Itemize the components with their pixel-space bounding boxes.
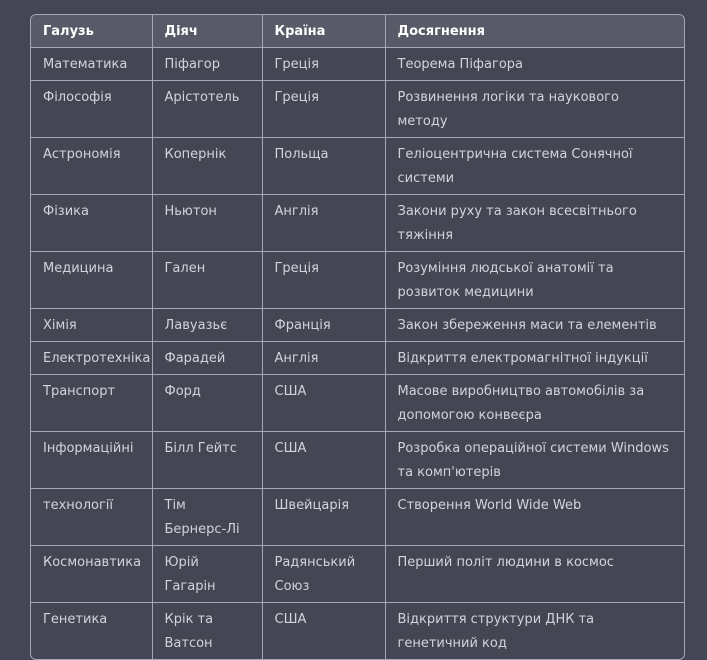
cell-figure: Тім Бернерс-Лі (152, 489, 262, 546)
cell-achievement: Закон збереження маси та елементів (385, 309, 684, 342)
table-row (31, 195, 684, 252)
table-row (31, 375, 684, 432)
table-row (31, 432, 684, 489)
cell-achievement: Перший політ людини в космос (385, 546, 684, 603)
table-row (31, 252, 684, 309)
table-row (31, 48, 684, 81)
cell-field: Медицина (31, 252, 152, 309)
cell-field: Математика (31, 48, 152, 81)
cell-figure: Арістотель (152, 81, 262, 138)
table-row (31, 138, 684, 195)
cell-field: Інформаційні (31, 432, 152, 489)
cell-country: США (262, 432, 385, 489)
cell-country: Радянський Союз (262, 546, 385, 603)
header-achievement: Досягнення (385, 15, 684, 48)
table-row (31, 603, 684, 660)
cell-country: Франція (262, 309, 385, 342)
cell-country: Англія (262, 195, 385, 252)
cell-achievement: Розуміння людської анатомії та розвиток медицини (385, 252, 684, 309)
cell-figure: Фарадей (152, 342, 262, 375)
cell-achievement: Масове виробництво автомобілів за допомогою конвеєра (385, 375, 684, 432)
cell-figure: Крік та Ватсон (152, 603, 262, 660)
table-row (31, 489, 684, 546)
cell-country: Греція (262, 48, 385, 81)
cell-figure: Гален (152, 252, 262, 309)
cell-country: Греція (262, 252, 385, 309)
header-country: Країна (262, 15, 385, 48)
cell-country: Англія (262, 342, 385, 375)
cell-field: Фізика (31, 195, 152, 252)
cell-field: Космонавтика (31, 546, 152, 603)
header-field: Галузь (31, 15, 152, 48)
achievements-table (31, 15, 684, 659)
cell-country: США (262, 603, 385, 660)
table-row (31, 309, 684, 342)
cell-field: Генетика (31, 603, 152, 660)
cell-field: Електротехніка (31, 342, 152, 375)
table-row (31, 546, 684, 603)
cell-achievement: Геліоцентрична система Сонячної системи (385, 138, 684, 195)
header-figure: Діяч (152, 15, 262, 48)
cell-achievement: Теорема Піфагора (385, 48, 684, 81)
cell-country: Польща (262, 138, 385, 195)
cell-country: США (262, 375, 385, 432)
cell-figure: Юрій Гагарін (152, 546, 262, 603)
cell-figure: Лавуазьє (152, 309, 262, 342)
cell-achievement: Відкриття електромагнітної індукції (385, 342, 684, 375)
cell-figure: Форд (152, 375, 262, 432)
cell-field: Астрономія (31, 138, 152, 195)
achievements-table-container (30, 14, 685, 660)
table-row (31, 81, 684, 138)
cell-achievement: Відкриття структури ДНК та генетичний код (397, 612, 595, 651)
cell-field: Філософія (31, 81, 152, 138)
cell-field: Хімія (31, 309, 152, 342)
cell-figure: Білл Гейтс (152, 432, 262, 489)
cell-field: технології (31, 489, 152, 546)
cell-figure: Ньютон (152, 195, 262, 252)
cell-achievement: Закони руху та закон всесвітнього тяжіння (385, 195, 684, 252)
table-header-row (31, 15, 684, 48)
cell-country: Греція (262, 81, 385, 138)
table-row (31, 342, 684, 375)
cell-achievement: Розробка операційної системи Windows та комп'ютерів (385, 432, 684, 489)
cell-achievement: Створення World Wide Web (385, 489, 684, 546)
cell-figure: Піфагор (152, 48, 262, 81)
cell-field: Транспорт (31, 375, 152, 432)
cell-achievement: Розвинення логіки та наукового методу (385, 81, 684, 138)
cell-country: Швейцарія (262, 489, 385, 546)
cell-figure: Копернік (152, 138, 262, 195)
